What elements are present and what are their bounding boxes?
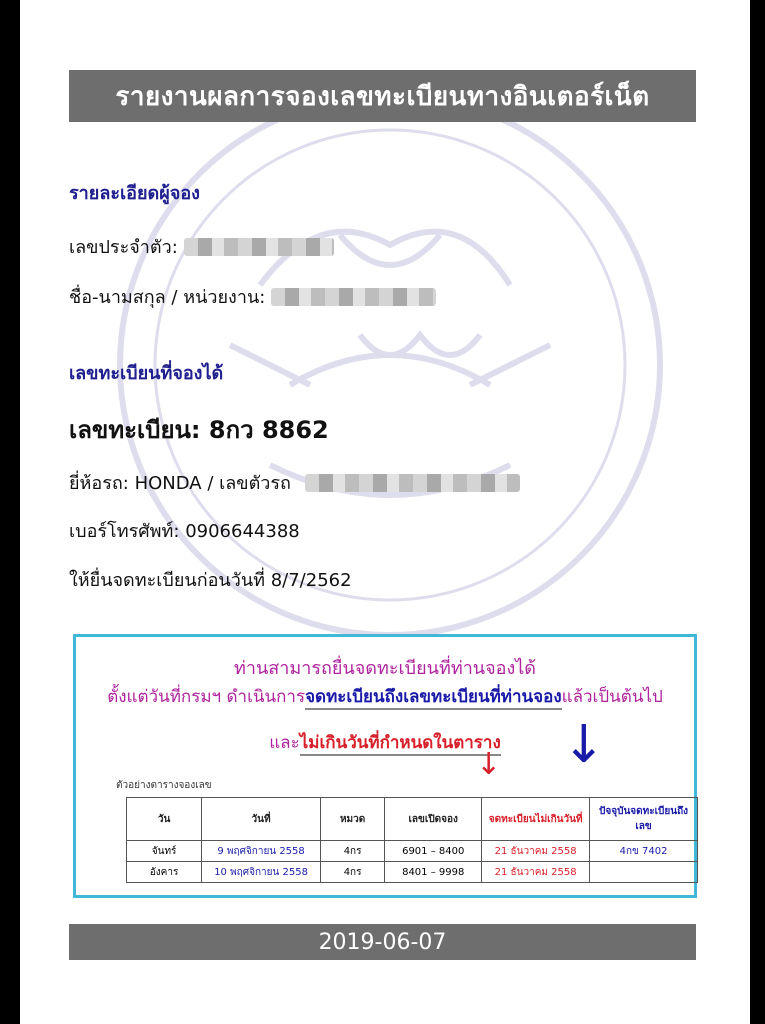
line3-prefix: และ	[269, 733, 300, 753]
line2-suffix: แล้วเป็นต้นไป	[561, 687, 663, 707]
phone-row	[69, 516, 300, 545]
line2-prefix: ตั้งแต่วันที่กรมฯ ดำเนินการ	[107, 687, 306, 707]
car-label: ยี่ห้อรถ: HONDA / เลขตัวรถ	[69, 473, 291, 494]
plate-number: เลขทะเบียน: 8กว 8862	[69, 416, 329, 444]
document-page	[20, 0, 750, 1024]
report-title: รายงานผลการจองเลขทะเบียนทางอินเตอร์เน็ต	[115, 81, 650, 112]
table-header: จดทะเบียนไม่เกินวันที่	[482, 798, 590, 841]
redacted-id-value	[184, 238, 334, 256]
table-cell: 9 พฤศจิกายน 2558	[202, 841, 321, 862]
example-booking-table	[126, 797, 698, 883]
line2-highlight: จดทะเบียนถึงเลขทะเบียนที่ท่านจอง	[305, 687, 562, 710]
table-cell: อังคาร	[127, 862, 202, 883]
instruction-line-1: ท่านสามารถยื่นจดทะเบียนที่ท่านจองได้	[234, 658, 536, 679]
redacted-car-value	[305, 474, 520, 492]
table-row	[127, 841, 698, 862]
table-cell: 21 ธันวาคม 2558	[482, 841, 590, 862]
footer-date-bar	[69, 924, 696, 960]
deadline-label: ให้ยื่นจดทะเบียนก่อนวันที่ 8/7/2562	[69, 570, 352, 591]
table-header: วันที่	[202, 798, 321, 841]
red-arrow-icon: ↓	[476, 747, 502, 782]
table-cell: 6901 – 8400	[385, 841, 482, 862]
booker-name-row	[69, 282, 436, 311]
footer-date: 2019-06-07	[318, 929, 447, 955]
instruction-line-2	[76, 683, 694, 710]
table-cell: 10 พฤศจิกายน 2558	[202, 862, 321, 883]
table-cell: 4กร	[320, 841, 384, 862]
redacted-name-value	[271, 288, 436, 306]
table-cell: 8401 – 9998	[385, 862, 482, 883]
result-section-title: เลขทะเบียนที่จองได้	[69, 363, 224, 384]
table-header: เลขเปิดจอง	[385, 798, 482, 841]
blue-arrow-icon: ↓	[562, 715, 606, 775]
car-row	[69, 468, 520, 497]
table-header: ปัจจุบันจดทะเบียนถึงเลข	[590, 798, 698, 841]
table-header-row	[127, 798, 698, 841]
table-cell: จันทร์	[127, 841, 202, 862]
booker-name-label: ชื่อ-นามสกุล / หน่วยงาน:	[69, 287, 266, 308]
booker-section-title: รายละเอียดผู้จอง	[69, 183, 200, 204]
table-cell: 4กข 7402	[590, 841, 698, 862]
instruction-box	[73, 634, 697, 898]
table-cell	[590, 862, 698, 883]
phone-label: เบอร์โทรศัพท์: 0906644388	[69, 521, 300, 542]
deadline-row	[69, 565, 352, 594]
table-row	[127, 862, 698, 883]
booker-id-row	[69, 232, 334, 261]
line3-highlight: ไม่เกินวันที่กำหนดในตาราง	[300, 733, 501, 756]
example-table-title: ตัวอย่างตารางจองเลข	[116, 780, 212, 791]
table-header: หมวด	[320, 798, 384, 841]
table-header: วัน	[127, 798, 202, 841]
report-title-bar	[69, 70, 696, 122]
booker-id-label: เลขประจำตัว:	[69, 237, 178, 258]
table-cell: 4กร	[320, 862, 384, 883]
table-cell: 21 ธันวาคม 2558	[482, 862, 590, 883]
